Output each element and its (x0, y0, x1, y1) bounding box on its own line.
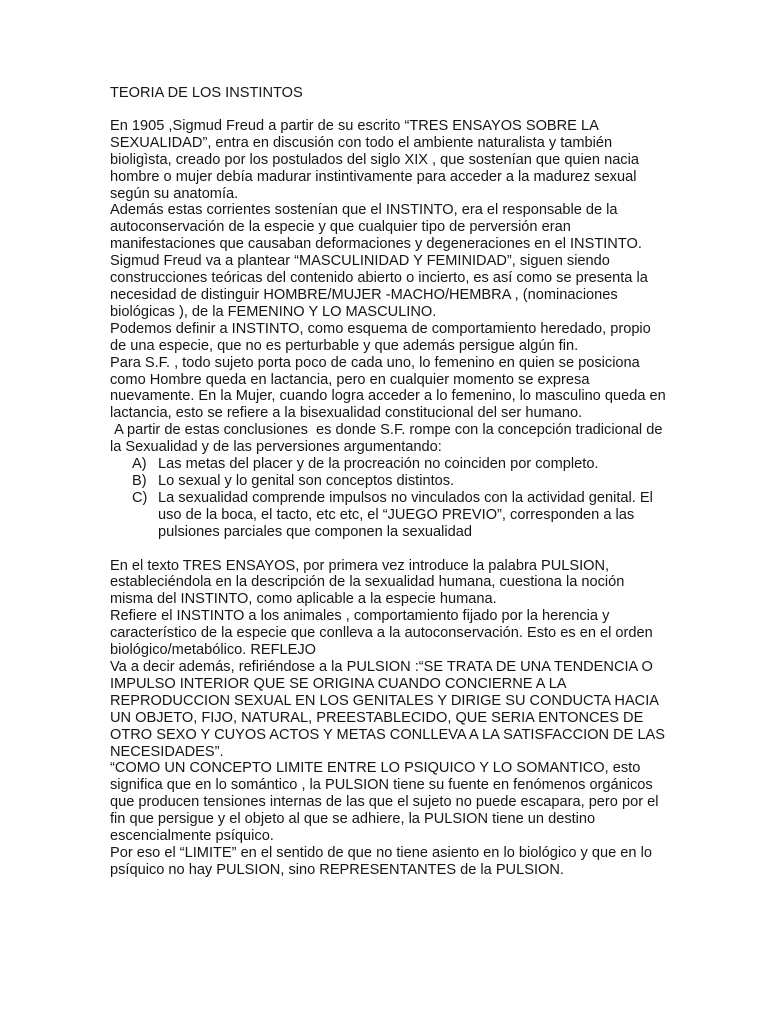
paragraph-instinct-definition: Podemos definir a INSTINTO, como esquema de comportamiento heredado, propio de una especie, que no es perturbable y que además persigue algún fin. (110, 320, 651, 354)
list-item-label: B) (132, 472, 147, 489)
paragraph-masculinity-femininity: Sigmud Freud va a plantear “MASCULINIDAD Y FEMINIDAD”, siguen siendo construcciones teóricas del contenido abierto o incierto, es así como se presenta la necesidad de distinguir HOMBRE/MUJER -MACHO/HEMBRA , (nominaciones biológicas ), de la FEMENINO Y LO MASCULINO. (110, 253, 648, 320)
list-item-label: A) (132, 456, 147, 473)
list-item-text: La sexualidad comprende impulsos no vinculados con la actividad genital. El uso de la boca, el tacto, etc etc, el “JUEGO PREVIO”, corresponden a las pulsiones parciales que componen la sexualidad (158, 489, 653, 540)
paragraph-instinct-theory: Además estas corrientes sostenían que el INSTINTO, era el responsable de la autoconservación de la especie y que cualquier tipo de perversión eran manifestaciones que causaban deformaciones y degeneraciones en el INSTINTO. (110, 202, 642, 253)
paragraph-pulsion-quote: Va a decir además, refiriéndose a la PULSION :“SE TRATA DE UNA TENDENCIA O IMPULSO INTERIOR QUE SE ORIGINA CUANDO CONCIERNE A LA REPRODUCCION SEXUAL EN LOS GENITALES Y DIRIGE SU CONDUCTA HACIA UN OBJETO, FIJO, NATURAL, PREESTABLECIDO, QUE SERIA ENTONCES DE OTRO SEXO Y CUYOS ACTOS Y METAS CONLLEVA A LA SATISFACCION DE LAS NECESIDADES”. (110, 659, 666, 760)
paragraph-limit-concept: “COMO UN CONCEPTO LIMITE ENTRE LO PSIQUICO Y LO SOMANTICO, esto significa que en lo somántico , la PULSION tiene su fuente en fenómenos orgánicos que producen tensiones internas de las que el sujeto no puede escapara, pero por el fin que persigue y el objeto al que se adhiere, la PULSION tiene un destino escencialmente psíquico. (110, 760, 659, 845)
list-item (110, 490, 668, 541)
paragraph-instinct-animals: Refiere el INSTINTO a los animales , comportamiento fijado por la herencia y característico de la especie que conlleva a la autoconservación. Esto es en el orden biológico/metabólico. REFLEJO (110, 608, 653, 659)
paragraph-bisexuality: Para S.F. , todo sujeto porta poco de cada uno, lo femenino en quien se posiciona como Hombre queda en lactancia, pero en cualquier momento se expresa nuevamente. En la Mujer, cuando logra acceder a lo femenino, lo masculino queda en lactancia, esto se refiere a la bisexualidad constitucional del ser humano. (110, 354, 666, 422)
paragraph-gap (110, 541, 668, 558)
argument-list (110, 456, 668, 541)
document-title: TEORIA DE LOS INSTINTOS (110, 85, 303, 101)
paragraph-pulsion-intro: En el texto TRES ENSAYOS, por primera vez introduce la palabra PULSION, estableciéndola en la descripción de la sexualidad humana, cuestiona la noción misma del INSTINTO, como aplicable a la especie humana. (110, 557, 625, 608)
paragraph-conclusions: A partir de estas conclusiones es donde S.F. rompe con la concepción tradicional de la Sexualidad y de las perversiones argumentando: (110, 422, 667, 456)
list-item-text: Las metas del placer y de la procreación no coinciden por completo. (158, 456, 599, 473)
list-item (110, 456, 668, 473)
list-item (110, 473, 668, 490)
list-item-text: Lo sexual y lo genital son conceptos distintos. (158, 472, 455, 489)
list-item-label: C) (132, 489, 148, 506)
paragraph-intro: En 1905 ,Sigmud Freud a partir de su escrito “TRES ENSAYOS SOBRE LA SEXUALIDAD”, entra en discusión con todo el ambiente naturalista y también bioligìsta, creado por los postulados del siglo XIX , que sostenían que quien nacia hombre o mujer debía madurar instintivamente para acceder a la madurez sexual según su anatomía. (110, 117, 639, 202)
paragraph-representatives: Por eso el “LIMITE” en el sentido de que no tiene asiento en lo biológico y que en lo psíquico no hay PULSION, sino REPRESENTANTES de la PULSION. (110, 844, 652, 878)
